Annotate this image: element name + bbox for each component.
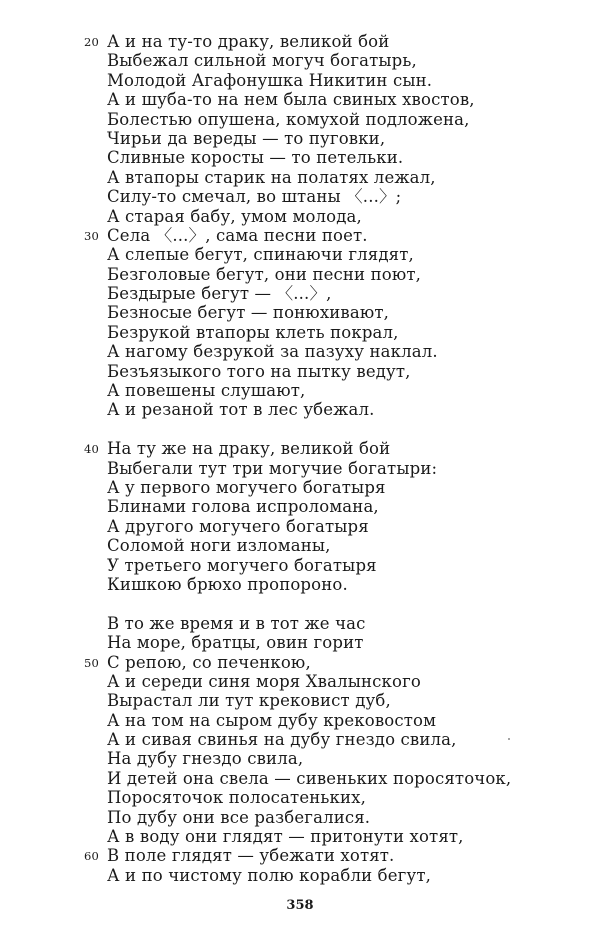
line-text: Чирьи да вереды — то пуговки, [107,128,386,148]
poem-line [107,148,577,167]
poem-line [107,265,577,284]
line-text: А на том на сыром дубу крековостом [107,710,437,730]
line-text: Выбежал сильной могуч богатырь, [107,51,417,71]
poem-line [107,866,577,885]
poem-line [107,478,577,497]
line-text: А в воду они глядят — притонути хотят, [107,827,464,847]
poem-line [107,303,577,322]
poem-line [107,342,577,361]
line-text: Выбегали тут три могучие богатыри: [107,458,438,478]
poem-line [107,614,577,633]
poem-line [84,225,577,245]
line-text: А старая бабу, умом молода, [107,206,362,226]
poem-line [107,691,577,710]
line-text: А повешены слушают, [107,381,306,401]
line-text: А втапоры старик на полатях лежал, [107,167,436,187]
line-text: Болестью опушена, комухой подложена, [107,109,470,129]
poem-line [107,381,577,400]
line-text: По дубу они все разбегалися. [107,807,371,827]
line-text: А и по чистому полю корабли бегут, [107,865,432,885]
line-text: Силу-то смечал, во штаны 〈...〉; [107,187,402,207]
line-text: Сливные коросты — то петельки. [107,148,404,168]
line-number: 30 [84,228,99,243]
poem-line [107,769,577,788]
poem-line [107,575,577,594]
line-text: Вырастал ли тут крековист дуб, [107,691,391,711]
line-text: Безносые бегут — понюхивают, [107,303,390,323]
line-text: С репою, со печенкою, [107,652,311,672]
poem-line [107,633,577,652]
poem-line [107,497,577,516]
poem-line [107,517,577,536]
stanza-break [107,594,577,613]
poem-line [107,110,577,129]
line-text: Бездырые бегут — 〈...〉, [107,284,332,304]
line-number: 60 [84,849,99,864]
line-text: У третьего могучего богатыря [107,555,377,575]
poem-text [84,32,577,885]
poem-line [107,788,577,807]
line-text: И детей она свела — сивеньких поросяточок, [107,768,512,788]
line-number: 40 [84,442,99,457]
line-text: А и сивая свинья на дубу гнездо свила, [107,730,457,750]
poem-line [84,439,577,459]
poem-line [107,168,577,187]
poem-line [107,51,577,70]
poem-line [107,730,577,749]
stanza [84,613,577,885]
page-number: 358 [286,898,314,913]
poem-line [84,846,577,866]
line-text: Села 〈...〉, сама песни поет. [107,225,368,245]
line-text: В то же время и в тот же час [107,613,366,633]
poem-line [107,129,577,148]
poem-line [107,207,577,226]
line-text: А и на ту-то драку, великой бой [107,32,390,51]
stanza [84,439,577,594]
line-text: А и резаной тот в лес убежал. [107,400,375,420]
poem-line [107,71,577,90]
line-text: Соломой ноги изломаны, [107,536,331,556]
line-text: А и шуба-то на нем была свиных хвостов, [107,90,475,110]
poem-line [107,808,577,827]
poem-line [107,556,577,575]
poem-line [107,284,577,303]
poem-line [107,459,577,478]
poem-line [107,536,577,555]
line-text: Блинами голова испроломана, [107,497,379,517]
line-text: Кишкою брюхо пропороно. [107,574,348,594]
poem-line [107,672,577,691]
print-speck [508,738,510,740]
stanza-break [107,420,577,439]
line-text: На дубу гнездо свила, [107,749,304,769]
line-text: На море, братцы, овин горит [107,633,364,653]
line-text: Безрукой втапоры клеть покрал, [107,322,399,342]
line-number: 50 [84,655,99,670]
poem-line [107,827,577,846]
line-text: На ту же на драку, великой бой [107,439,391,459]
line-text: Безголовые бегут, они песни поют, [107,264,422,284]
line-text: А другого могучего богатыря [107,516,369,536]
line-text: А слепые бегут, спинаючи глядят, [107,245,414,265]
poem-line [107,323,577,342]
poem-line [107,187,577,206]
poem-line [84,652,577,672]
poem-line [107,711,577,730]
line-text: В поле глядят — убежати хотят. [107,846,395,866]
poem-line [107,90,577,109]
line-text: Поросяточок полосатеньких, [107,788,366,808]
line-text: А у первого могучего богатыря [107,477,386,497]
line-number: 20 [84,35,99,49]
poem-line [107,245,577,264]
line-text: А и середи синя моря Хвалынского [107,671,421,691]
poem-line [107,749,577,768]
line-text: Безъязыкого того на пытку ведут, [107,361,411,381]
poem-line [84,32,577,51]
line-text: А нагому безрукой за пазуху наклал. [107,342,438,362]
poem-line [107,362,577,381]
stanza [84,32,577,420]
line-text: Молодой Агафонушка Никитин сын. [107,70,433,90]
poem-line [107,400,577,419]
